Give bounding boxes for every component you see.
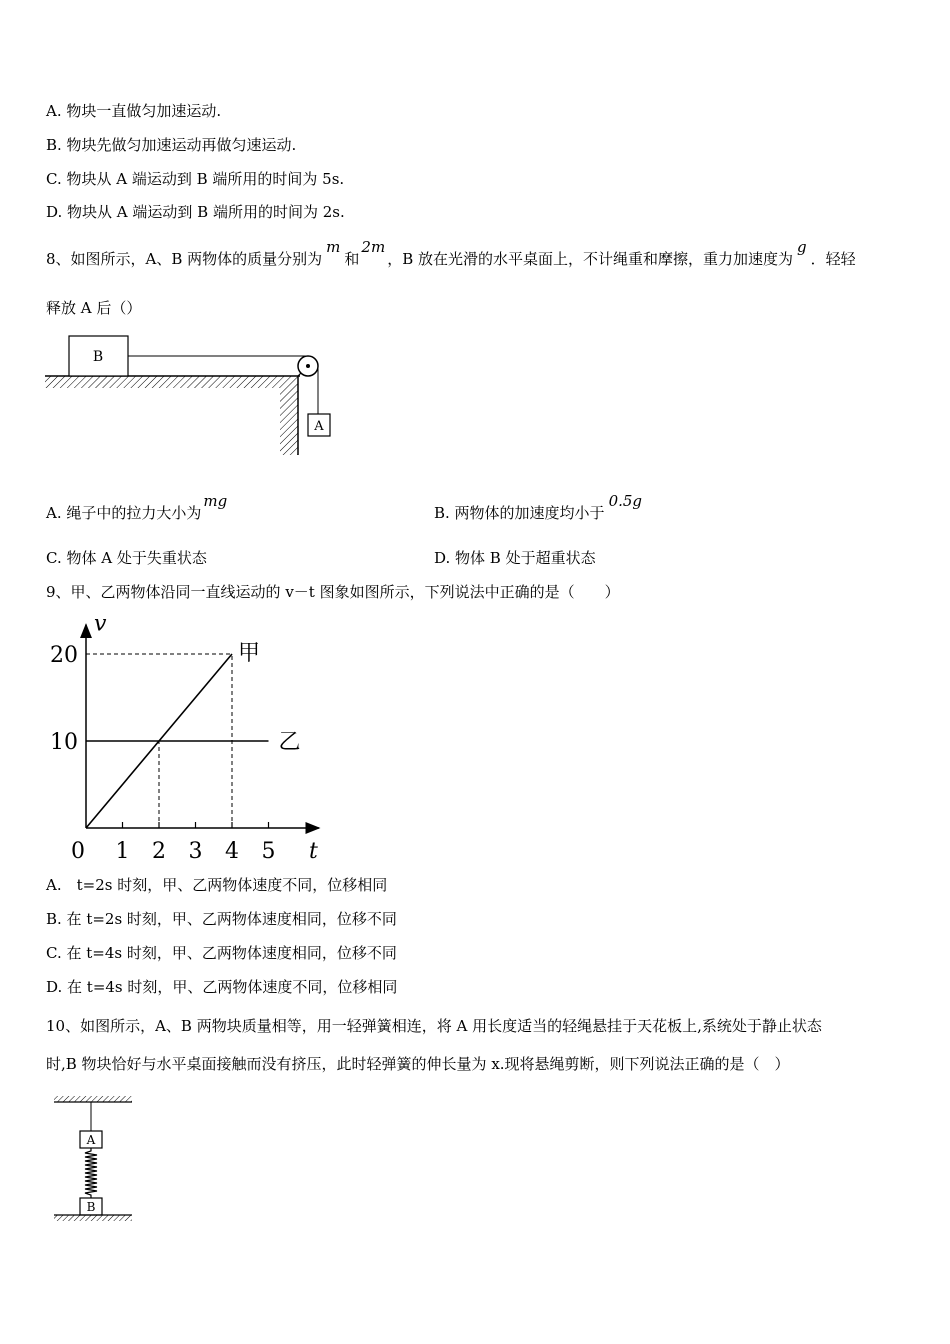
x-axis-label: t [309, 839, 318, 864]
y-axis-label: v [94, 611, 107, 637]
q8-stem-part1: 8、如图所示，A、B 两物体的质量分别为 [46, 250, 323, 268]
q8-option-b [434, 492, 643, 523]
x-tick-label: 2 [152, 839, 166, 864]
block-b-label: B [92, 349, 104, 365]
q8-option-b-math: 0.5g [608, 492, 643, 510]
floor-hatching [54, 1215, 132, 1221]
q9-option-b: B. 在 t=2s 时刻，甲、乙两物体速度相同，位移不同 [46, 910, 397, 928]
q9-stem: 9、甲、乙两物体沿同一直线运动的 v－t 图象如图所示，下列说法中正确的是（ ） [46, 583, 620, 601]
chart-ticks [50, 643, 276, 864]
table-hatching [45, 376, 298, 388]
block-a-label: A [314, 419, 324, 434]
q8-option-c: C. 物体 A 处于失重状态 [46, 549, 207, 567]
x-tick-label: 5 [261, 839, 276, 864]
q8-stem-and: 和 [344, 250, 360, 268]
q8-mass-a: m [326, 238, 341, 256]
q7-option-b: B. 物块先做匀加速运动再做匀速运动. [46, 136, 297, 154]
q7-option-a: A. 物块一直做匀加速运动. [46, 102, 222, 120]
q8-option-a-text: A. 绳子中的拉力大小为 [46, 504, 202, 522]
q8-option-d: D. 物体 B 处于超重状态 [434, 549, 596, 567]
series-label-jia: 甲 [238, 641, 261, 666]
q8-stem-line2: 释放 A 后（） [46, 299, 142, 317]
pulley-axle [306, 364, 310, 368]
q10-stem-line2: 时,B 物块恰好与水平桌面接触而没有挤压，此时轻弹簧的伸长量为 x.现将悬绳剪断，则下列说法正确的是（ ） [46, 1055, 790, 1073]
vt-chart [40, 610, 330, 865]
y-tick-label: 20 [50, 643, 78, 668]
spring [85, 1148, 97, 1198]
q8-option-a [46, 492, 228, 523]
q8-option-a-math: mg [203, 492, 228, 510]
block-b-label: B [86, 1200, 96, 1214]
q10-stem-line1: 10、如图所示，A、B 两物块质量相等，用一轻弹簧相连，将 A 用长度适当的轻绳悬挂于天花板上,系统处于静止状态 [46, 1017, 822, 1035]
series-label-yi: 乙 [278, 730, 301, 755]
q7-option-c: C. 物块从 A 端运动到 B 端所用的时间为 5s. [46, 170, 345, 188]
q10-spring-figure [50, 1092, 140, 1224]
q9-option-a: A. t=2s 时刻，甲、乙两物体速度不同，位移相同 [46, 876, 388, 894]
q9-option-c: C. 在 t=4s 时刻，甲、乙两物体速度相同，位移不同 [46, 944, 397, 962]
q8-stem-part2: ，B 放在光滑的水平桌面上，不计绳重和摩擦，重力加速度为 [387, 250, 793, 268]
wall-hatching [280, 388, 298, 455]
q8-mass-b: 2m [361, 238, 386, 256]
q8-gravity: g [797, 238, 807, 256]
x-tick-label: 0 [71, 839, 85, 864]
block-a-label: A [86, 1133, 96, 1147]
chart-series [86, 641, 301, 828]
x-tick-label: 1 [115, 839, 130, 864]
x-tick-label: 4 [225, 839, 239, 864]
y-tick-label: 10 [50, 730, 78, 755]
ceiling-hatching [54, 1096, 132, 1102]
q8-stem-part3: ．轻轻 [810, 250, 856, 268]
q8-option-b-text: B. 两物体的加速度均小于 [434, 504, 605, 522]
q8-stem-line1 [46, 238, 856, 269]
q7-option-d: D. 物块从 A 端运动到 B 端所用的时间为 2s. [46, 203, 345, 221]
q9-option-d: D. 在 t=4s 时刻，甲、乙两物体速度不同，位移相同 [46, 978, 398, 996]
x-tick-label: 3 [188, 839, 203, 864]
q8-pulley-figure [40, 330, 340, 460]
